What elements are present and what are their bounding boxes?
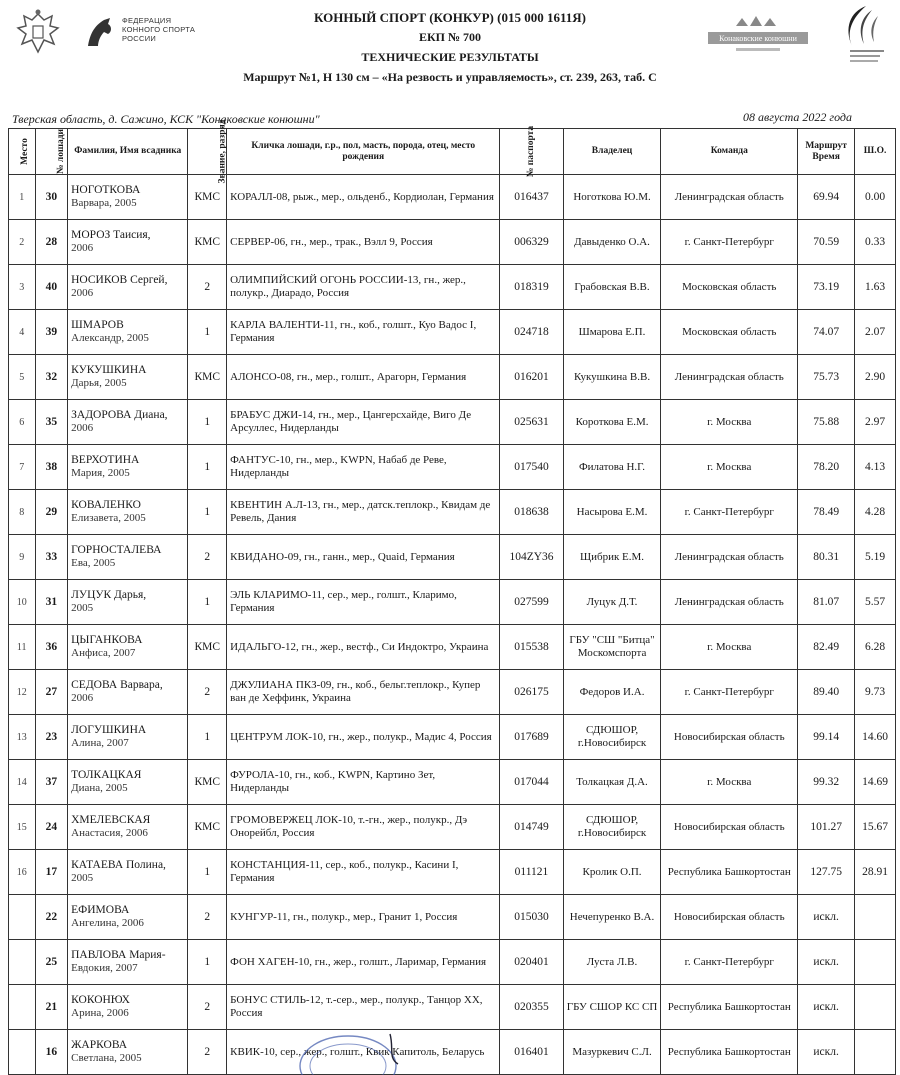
rider-surname: ЕФИМОВА bbox=[71, 904, 130, 916]
cell-place bbox=[9, 1030, 36, 1075]
cell-place bbox=[9, 985, 36, 1030]
table-row bbox=[9, 220, 896, 265]
cell-owner: Луста Л.В. bbox=[563, 940, 661, 985]
cell-time: 80.31 bbox=[798, 535, 855, 580]
cell-rider bbox=[68, 355, 188, 400]
rider-given: Анастасия, 2006 bbox=[71, 827, 148, 839]
cell-passport: 017540 bbox=[500, 445, 563, 490]
cell-owner: Федоров И.А. bbox=[563, 670, 661, 715]
col-header-horse-no: № лошади bbox=[35, 129, 68, 175]
cell-rank: 1 bbox=[188, 490, 227, 535]
cell-horse: ЦЕНТРУМ ЛОК-10, гн., жер., полукр., Мадис 4, Россия bbox=[227, 715, 500, 760]
cell-horse: АЛОНСО-08, гн., мер., голшт., Арагорн, Германия bbox=[227, 355, 500, 400]
cell-passport: 104ZY36 bbox=[500, 535, 563, 580]
cell-horse: ГРОМОВЕРЖЕЦ ЛОК-10, т.-гн., жер., полукр., Дэ Онорейбл, Россия bbox=[227, 805, 500, 850]
cell-team: Ленинградская область bbox=[661, 580, 798, 625]
rider-given: Дарья, 2005 bbox=[71, 377, 127, 389]
cell-time: искл. bbox=[798, 1030, 855, 1075]
table-row bbox=[9, 760, 896, 805]
table-row bbox=[9, 715, 896, 760]
cell-rank: КМС bbox=[188, 175, 227, 220]
cell-rider bbox=[68, 760, 188, 805]
cell-penalty: 4.13 bbox=[855, 445, 896, 490]
cell-time: 99.14 bbox=[798, 715, 855, 760]
cell-horse-no: 32 bbox=[35, 355, 68, 400]
cell-rider bbox=[68, 1030, 188, 1075]
cell-horse-no: 24 bbox=[35, 805, 68, 850]
cell-rank: 1 bbox=[188, 715, 227, 760]
rider-surname: ЛОГУШКИНА bbox=[71, 724, 147, 736]
cell-owner: Толкацкая Д.А. bbox=[563, 760, 661, 805]
cell-rank: КМС bbox=[188, 805, 227, 850]
cell-horse: ДЖУЛИАНА ПКЗ-09, гн., коб., бельг.теплокр., Купер ван де Хеффинк, Украина bbox=[227, 670, 500, 715]
rider-surname: МОРОЗ Таисия, bbox=[71, 229, 151, 241]
cell-time: 127.75 bbox=[798, 850, 855, 895]
table-row bbox=[9, 490, 896, 535]
rider-given: Мария, 2005 bbox=[71, 467, 130, 479]
cell-time: 75.88 bbox=[798, 400, 855, 445]
cell-horse-no: 25 bbox=[35, 940, 68, 985]
cell-time: 75.73 bbox=[798, 355, 855, 400]
rider-surname: ВЕРХОТИНА bbox=[71, 454, 140, 466]
rider-surname: ПАВЛОВА Мария- bbox=[71, 949, 166, 961]
cell-horse: СЕРВЕР-06, гн., мер., трак., Вэлл 9, Россия bbox=[227, 220, 500, 265]
cell-passport: 027599 bbox=[500, 580, 563, 625]
rider-given: Арина, 2006 bbox=[71, 1007, 129, 1019]
cell-horse-no: 29 bbox=[35, 490, 68, 535]
cell-penalty: 9.73 bbox=[855, 670, 896, 715]
cell-rank: 2 bbox=[188, 670, 227, 715]
cell-passport: 017044 bbox=[500, 760, 563, 805]
cell-owner: ГБУ "СШ "Битца" Москомспорта bbox=[563, 625, 661, 670]
cell-owner: Грабовская В.В. bbox=[563, 265, 661, 310]
table-row bbox=[9, 310, 896, 355]
cell-team: г. Москва bbox=[661, 760, 798, 805]
cell-rank: 1 bbox=[188, 445, 227, 490]
cell-place: 6 bbox=[9, 400, 36, 445]
cell-place: 15 bbox=[9, 805, 36, 850]
cell-time: 81.07 bbox=[798, 580, 855, 625]
cell-place: 9 bbox=[9, 535, 36, 580]
rider-surname: ЦЫГАНКОВА bbox=[71, 634, 143, 646]
cell-penalty: 0.33 bbox=[855, 220, 896, 265]
cell-rider bbox=[68, 940, 188, 985]
cell-rider bbox=[68, 625, 188, 670]
rider-given: Ева, 2005 bbox=[71, 557, 116, 569]
cell-place: 5 bbox=[9, 355, 36, 400]
table-row bbox=[9, 895, 896, 940]
cell-horse: ЭЛЬ КЛАРИМО-11, сер., мер., голшт., Кларимо, Германия bbox=[227, 580, 500, 625]
cell-penalty: 2.07 bbox=[855, 310, 896, 355]
cell-horse: КАРЛА ВАЛЕНТИ-11, гн., коб., голшт., Куо Вадос I, Германия bbox=[227, 310, 500, 355]
cell-horse-no: 28 bbox=[35, 220, 68, 265]
cell-passport: 011121 bbox=[500, 850, 563, 895]
cell-penalty: 5.19 bbox=[855, 535, 896, 580]
rider-surname: КОВАЛЕНКО bbox=[71, 499, 141, 511]
cell-horse: КВИДАНО-09, гн., ганн., мер., Quaid, Германия bbox=[227, 535, 500, 580]
table-row bbox=[9, 1030, 896, 1075]
cell-horse-no: 21 bbox=[35, 985, 68, 1030]
cell-rank: 2 bbox=[188, 985, 227, 1030]
cell-place: 4 bbox=[9, 310, 36, 355]
cell-horse: ФУРОЛА-10, гн., коб., KWPN, Картино Зет, Нидерланды bbox=[227, 760, 500, 805]
cell-passport: 020355 bbox=[500, 985, 563, 1030]
table-row bbox=[9, 400, 896, 445]
cell-penalty: 2.90 bbox=[855, 355, 896, 400]
cell-horse: КВИК-10, сер., жер., голшт., Квик Капитоль, Беларусь bbox=[227, 1030, 500, 1075]
cell-rank: 1 bbox=[188, 940, 227, 985]
col-header-horse: Кличка лошади, г.р., пол, масть, порода, отец, место рождения bbox=[227, 129, 500, 175]
cell-rider bbox=[68, 715, 188, 760]
cell-time: искл. bbox=[798, 940, 855, 985]
rider-given: Светлана, 2005 bbox=[71, 1052, 142, 1064]
cell-place: 2 bbox=[9, 220, 36, 265]
venue-location: Тверская область, д. Сажино, КСК "Конаковские конюшни" bbox=[12, 112, 320, 126]
table-row bbox=[9, 355, 896, 400]
cell-place: 12 bbox=[9, 670, 36, 715]
cell-team: Новосибирская область bbox=[661, 895, 798, 940]
rider-given: Ангелина, 2006 bbox=[71, 917, 144, 929]
cell-passport: 016437 bbox=[500, 175, 563, 220]
cell-horse-no: 23 bbox=[35, 715, 68, 760]
cell-rank: 1 bbox=[188, 310, 227, 355]
cell-team: Новосибирская область bbox=[661, 715, 798, 760]
cell-place: 16 bbox=[9, 850, 36, 895]
rider-given: Елизавета, 2005 bbox=[71, 512, 146, 524]
cell-horse-no: 17 bbox=[35, 850, 68, 895]
cell-place: 14 bbox=[9, 760, 36, 805]
cell-rider bbox=[68, 535, 188, 580]
cell-rank: 1 bbox=[188, 580, 227, 625]
col-header-owner: Владелец bbox=[563, 129, 661, 175]
cell-horse-no: 36 bbox=[35, 625, 68, 670]
cell-horse: ОЛИМПИЙСКИЙ ОГОНЬ РОССИИ-13, гн., жер., полукр., Диарадо, Россия bbox=[227, 265, 500, 310]
cell-horse: ФАНТУС-10, гн., мер., KWPN, Набаб де Реве, Нидерланды bbox=[227, 445, 500, 490]
cell-horse: ИДАЛЬГО-12, гн., жер., вестф., Си Индоктро, Украина bbox=[227, 625, 500, 670]
cell-owner: ГБУ СШОР КС СП bbox=[563, 985, 661, 1030]
cell-time: 78.49 bbox=[798, 490, 855, 535]
cell-place: 7 bbox=[9, 445, 36, 490]
cell-team: г. Санкт-Петербург bbox=[661, 490, 798, 535]
cell-rank: КМС bbox=[188, 355, 227, 400]
cell-owner: Давыденко О.А. bbox=[563, 220, 661, 265]
cell-penalty: 14.60 bbox=[855, 715, 896, 760]
cell-rank: КМС bbox=[188, 220, 227, 265]
cell-place: 13 bbox=[9, 715, 36, 760]
cell-rank: 1 bbox=[188, 850, 227, 895]
rider-surname: СЕДОВА Варвара, bbox=[71, 679, 163, 691]
cell-passport: 006329 bbox=[500, 220, 563, 265]
cell-rider bbox=[68, 490, 188, 535]
rider-given: 2006 bbox=[71, 242, 94, 254]
cell-passport: 024718 bbox=[500, 310, 563, 355]
cell-place: 1 bbox=[9, 175, 36, 220]
cell-rider bbox=[68, 400, 188, 445]
table-row bbox=[9, 445, 896, 490]
cell-rider bbox=[68, 850, 188, 895]
cell-team: Республика Башкортостан bbox=[661, 1030, 798, 1075]
rider-given: Александр, 2005 bbox=[71, 332, 149, 344]
rider-surname: ТОЛКАЦКАЯ bbox=[71, 769, 142, 781]
rider-surname: НОГОТКОВА bbox=[71, 184, 141, 196]
cell-time: 89.40 bbox=[798, 670, 855, 715]
cell-horse-no: 27 bbox=[35, 670, 68, 715]
cell-team: г. Москва bbox=[661, 445, 798, 490]
cell-horse-no: 39 bbox=[35, 310, 68, 355]
cell-rider bbox=[68, 175, 188, 220]
cell-passport: 016401 bbox=[500, 1030, 563, 1075]
cell-penalty: 5.57 bbox=[855, 580, 896, 625]
cell-rank: КМС bbox=[188, 625, 227, 670]
cell-time: 69.94 bbox=[798, 175, 855, 220]
col-header-team: Команда bbox=[661, 129, 798, 175]
svg-text:Конаковские конюшни: Конаковские конюшни bbox=[719, 34, 797, 43]
rider-surname: ЛУЦУК Дарья, bbox=[71, 589, 147, 601]
cell-owner: Нечепуренко В.А. bbox=[563, 895, 661, 940]
cell-time: 74.07 bbox=[798, 310, 855, 355]
cell-rider bbox=[68, 265, 188, 310]
rider-surname: КАТАЕВА Полина, bbox=[71, 859, 166, 871]
cell-horse-no: 37 bbox=[35, 760, 68, 805]
cell-penalty bbox=[855, 1030, 896, 1075]
rider-given: Анфиса, 2007 bbox=[71, 647, 136, 659]
col-header-rank: Звание, разряд bbox=[188, 129, 227, 175]
cell-team: Ленинградская область bbox=[661, 355, 798, 400]
cell-penalty: 28.91 bbox=[855, 850, 896, 895]
cell-horse: КОРАЛЛ-08, рыж., мер., ольденб., Кордиолан, Германия bbox=[227, 175, 500, 220]
table-row bbox=[9, 175, 896, 220]
cell-rank: 2 bbox=[188, 895, 227, 940]
cell-team: Республика Башкортостан bbox=[661, 985, 798, 1030]
table-row bbox=[9, 625, 896, 670]
cell-horse-no: 30 bbox=[35, 175, 68, 220]
table-row bbox=[9, 940, 896, 985]
cell-owner: Кукушкина В.В. bbox=[563, 355, 661, 400]
rider-surname: ЗАДОРОВА Диана, bbox=[71, 409, 168, 421]
rider-surname: ГОРНОСТАЛЕВА bbox=[71, 544, 162, 556]
cell-team: г. Санкт-Петербург bbox=[661, 940, 798, 985]
competition-date: 08 августа 2022 года bbox=[743, 110, 852, 124]
table-header-row bbox=[9, 129, 896, 175]
cell-team: Республика Башкортостан bbox=[661, 850, 798, 895]
table-row bbox=[9, 670, 896, 715]
cell-place bbox=[9, 895, 36, 940]
cell-horse-no: 33 bbox=[35, 535, 68, 580]
table-row bbox=[9, 805, 896, 850]
cell-passport: 016201 bbox=[500, 355, 563, 400]
cell-team: Новосибирская область bbox=[661, 805, 798, 850]
cell-horse: КУНГУР-11, гн., полукр., мер., Гранит 1, Россия bbox=[227, 895, 500, 940]
cell-time: 70.59 bbox=[798, 220, 855, 265]
cell-penalty: 6.28 bbox=[855, 625, 896, 670]
cell-owner: Насырова Е.М. bbox=[563, 490, 661, 535]
rider-surname: ЖАРКОВА bbox=[71, 1039, 128, 1051]
cell-penalty: 14.69 bbox=[855, 760, 896, 805]
rider-given: Евдокия, 2007 bbox=[71, 962, 138, 974]
rider-given: Диана, 2005 bbox=[71, 782, 128, 794]
official-stamp bbox=[290, 1028, 400, 1068]
cell-penalty bbox=[855, 940, 896, 985]
cell-rank: 1 bbox=[188, 400, 227, 445]
cell-place bbox=[9, 940, 36, 985]
cell-owner: Филатова Н.Г. bbox=[563, 445, 661, 490]
cell-owner: Мазуркевич С.Л. bbox=[563, 1030, 661, 1075]
table-row bbox=[9, 535, 896, 580]
cell-rider bbox=[68, 445, 188, 490]
cell-passport: 015538 bbox=[500, 625, 563, 670]
cell-passport: 020401 bbox=[500, 940, 563, 985]
rider-given: 2006 bbox=[71, 287, 94, 299]
cell-owner: Луцук Д.Т. bbox=[563, 580, 661, 625]
cell-rider bbox=[68, 310, 188, 355]
cell-passport: 017689 bbox=[500, 715, 563, 760]
rider-surname: КУКУШКИНА bbox=[71, 364, 147, 376]
results-heading: ТЕХНИЧЕСКИЕ РЕЗУЛЬТАТЫ bbox=[361, 50, 539, 64]
rider-given: 2005 bbox=[71, 602, 94, 614]
table-row bbox=[9, 985, 896, 1030]
rider-given: 2006 bbox=[71, 692, 94, 704]
cell-time: 101.27 bbox=[798, 805, 855, 850]
rider-given: Варвара, 2005 bbox=[71, 197, 137, 209]
col-header-time: Маршрут Время bbox=[798, 129, 855, 175]
cell-penalty bbox=[855, 985, 896, 1030]
rider-surname: ХМЕЛЕВСКАЯ bbox=[71, 814, 151, 826]
cell-place: 3 bbox=[9, 265, 36, 310]
cell-penalty: 15.67 bbox=[855, 805, 896, 850]
cell-horse-no: 35 bbox=[35, 400, 68, 445]
rider-surname: КОКОНЮХ bbox=[71, 994, 130, 1006]
cell-penalty bbox=[855, 895, 896, 940]
cell-time: искл. bbox=[798, 985, 855, 1030]
cell-owner: Щибрик Е.М. bbox=[563, 535, 661, 580]
cell-horse: БОНУС СТИЛЬ-12, т.-сер., мер., полукр., Танцор XX, Россия bbox=[227, 985, 500, 1030]
cell-owner: Шмарова Е.П. bbox=[563, 310, 661, 355]
cell-rider bbox=[68, 895, 188, 940]
cell-penalty: 1.63 bbox=[855, 265, 896, 310]
rider-given: Алина, 2007 bbox=[71, 737, 129, 749]
cell-rider bbox=[68, 805, 188, 850]
cell-team: г. Санкт-Петербург bbox=[661, 220, 798, 265]
cell-rank: 2 bbox=[188, 535, 227, 580]
cell-time: 99.32 bbox=[798, 760, 855, 805]
cell-team: Ленинградская область bbox=[661, 175, 798, 220]
cell-time: 78.20 bbox=[798, 445, 855, 490]
cell-horse-no: 40 bbox=[35, 265, 68, 310]
col-header-passport: № паспорта bbox=[500, 129, 563, 175]
rider-surname: ШМАРОВ bbox=[71, 319, 124, 331]
cell-penalty: 0.00 bbox=[855, 175, 896, 220]
cell-owner: Ноготкова Ю.М. bbox=[563, 175, 661, 220]
cell-passport: 018638 bbox=[500, 490, 563, 535]
cell-passport: 025631 bbox=[500, 400, 563, 445]
cell-rider bbox=[68, 670, 188, 715]
cell-rider bbox=[68, 580, 188, 625]
cell-passport: 026175 bbox=[500, 670, 563, 715]
cell-team: Московская область bbox=[661, 265, 798, 310]
cell-passport: 015030 bbox=[500, 895, 563, 940]
cell-owner: Кролик О.П. bbox=[563, 850, 661, 895]
cell-horse-no: 38 bbox=[35, 445, 68, 490]
table-row bbox=[9, 850, 896, 895]
cell-team: г. Санкт-Петербург bbox=[661, 670, 798, 715]
rider-surname: НОСИКОВ Сергей, bbox=[71, 274, 168, 286]
cell-penalty: 2.97 bbox=[855, 400, 896, 445]
table-row bbox=[9, 265, 896, 310]
cell-horse: КОНСТАНЦИЯ-11, сер., коб., полукр., Касини I, Германия bbox=[227, 850, 500, 895]
cell-horse-no: 31 bbox=[35, 580, 68, 625]
cell-time: искл. bbox=[798, 895, 855, 940]
table-row bbox=[9, 580, 896, 625]
federation-name: ФЕДЕРАЦИЯ КОННОГО СПОРТА РОССИИ bbox=[122, 16, 196, 43]
cell-rank: 2 bbox=[188, 1030, 227, 1075]
col-header-place: Место bbox=[9, 129, 36, 175]
cell-time: 82.49 bbox=[798, 625, 855, 670]
rider-given: 2006 bbox=[71, 422, 94, 434]
cell-team: г. Москва bbox=[661, 625, 798, 670]
cell-rider bbox=[68, 985, 188, 1030]
cell-owner: СДЮШОР, г.Новосибирск bbox=[563, 715, 661, 760]
col-header-penalty: Ш.О. bbox=[855, 129, 896, 175]
cell-time: 73.19 bbox=[798, 265, 855, 310]
cell-owner: СДЮШОР, г.Новосибирск bbox=[563, 805, 661, 850]
cell-passport: 018319 bbox=[500, 265, 563, 310]
cell-rider bbox=[68, 220, 188, 265]
cell-owner: Короткова Е.М. bbox=[563, 400, 661, 445]
ekp-number: ЕКП № 700 bbox=[418, 30, 482, 44]
cell-place: 10 bbox=[9, 580, 36, 625]
rider-given: 2005 bbox=[71, 872, 94, 884]
cell-team: Московская область bbox=[661, 310, 798, 355]
cell-team: г. Москва bbox=[661, 400, 798, 445]
cell-horse: ФОН ХАГЕН-10, гн., жер., голшт., Ларимар, Германия bbox=[227, 940, 500, 985]
route-description: Маршрут №1, Н 130 см – «На резвость и управляемость», ст. 239, 263, таб. С bbox=[243, 70, 657, 84]
cell-rank: 2 bbox=[188, 265, 227, 310]
col-header-rider: Фамилия, Имя всадника bbox=[68, 129, 188, 175]
cell-horse: КВЕНТИН А.Л-13, гн., мер., датск.теплокр., Квидам де Ревель, Дания bbox=[227, 490, 500, 535]
cell-penalty: 4.28 bbox=[855, 490, 896, 535]
cell-rank: КМС bbox=[188, 760, 227, 805]
document-title: КОННЫЙ СПОРТ (КОНКУР) (015 000 1611Я) bbox=[314, 10, 586, 25]
cell-horse-no: 22 bbox=[35, 895, 68, 940]
cell-place: 8 bbox=[9, 490, 36, 535]
cell-place: 11 bbox=[9, 625, 36, 670]
cell-passport: 014749 bbox=[500, 805, 563, 850]
cell-horse-no: 16 bbox=[35, 1030, 68, 1075]
cell-team: Ленинградская область bbox=[661, 535, 798, 580]
cell-horse: БРАБУС ДЖИ-14, гн., мер., Цангерсхайде, Виго Де Арсуллес, Нидерланды bbox=[227, 400, 500, 445]
